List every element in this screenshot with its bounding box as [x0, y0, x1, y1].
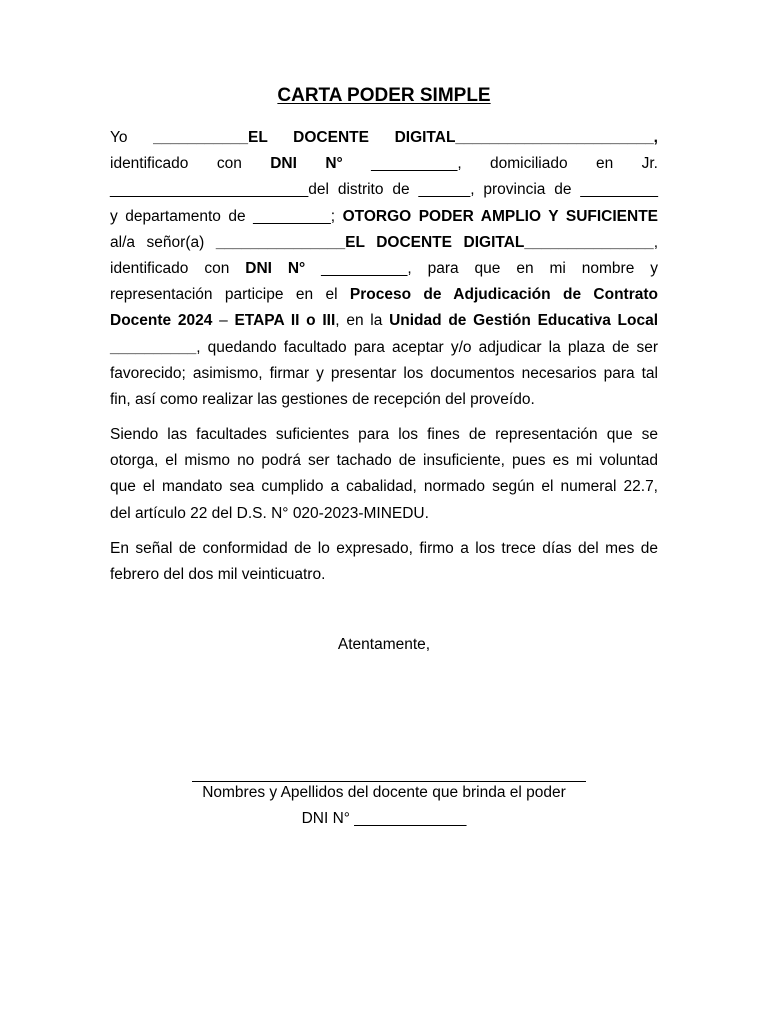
paragraph-line: del artículo 22 del D.S. N° 020-2023-MINEDU. — [110, 504, 429, 522]
paragraph-line: Siendo las facultades suficientes para los fines de representación que se — [110, 426, 658, 443]
paragraph-line — [110, 308, 658, 334]
text-fragment: , — [653, 233, 658, 251]
text-fragment: representación participe en el — [110, 286, 350, 304]
text-fragment: identificado con — [110, 155, 271, 173]
paragraph-line — [110, 282, 658, 308]
text-fragment: __________, para que en mi nombre y — [305, 259, 658, 277]
dni-label: DNI N° — [270, 155, 343, 173]
power-grant-statement: OTORGO PODER AMPLIO Y SUFICIENTE — [342, 207, 658, 225]
text-fragment: y departamento de _________; — [110, 207, 343, 225]
paragraph-line: _______________________del distrito de ______, provincia de _________ — [110, 181, 658, 199]
signature-dni: DNI N° _____________ — [301, 810, 467, 827]
text-fragment: identificado con — [110, 259, 246, 277]
ugel-label: Unidad de Gestión Educativa Local — [389, 312, 659, 330]
stage-label: ETAPA II o III — [234, 312, 336, 330]
process-name: Docente 2024 — [110, 312, 213, 330]
paragraph-line — [110, 335, 658, 361]
process-name: Proceso de Adjudicación de Contrato — [349, 286, 658, 304]
text-fragment: , en la — [335, 312, 390, 330]
paragraph-line — [110, 151, 658, 177]
representative-name: _______________EL DOCENTE DIGITAL_______________ — [215, 233, 654, 251]
dni-label: DNI N° — [245, 259, 306, 277]
text-fragment: al/a señor(a) — [110, 233, 216, 251]
paragraph-line: favorecido; asimismo, firmar y presentar los documentos necesarios para tal — [110, 364, 658, 382]
paragraph-line: fin, así como realizar las gestiones de recepción del proveído. — [110, 390, 535, 408]
grantor-name: ___________EL DOCENTE DIGITAL_______________________, — [153, 129, 658, 146]
ugel-blank: __________ — [110, 338, 197, 356]
paragraph-line: febrero del dos mil veinticuatro. — [110, 566, 326, 584]
paragraph-line — [110, 125, 658, 151]
paragraph-line — [110, 204, 658, 230]
paragraph-line: En señal de conformidad de lo expresado, firmo a los trece días del mes de — [110, 540, 658, 557]
document-title: CARTA PODER SIMPLE — [277, 85, 491, 106]
paragraph-line: otorga, el mismo no podrá ser tachado de insuficiente, pues es mi voluntad — [110, 452, 658, 470]
paragraph-faculties — [110, 422, 658, 527]
text-fragment: Yo — [110, 129, 154, 146]
text-fragment: , quedando facultado para aceptar y/o adjudicar la plaza de ser — [196, 338, 658, 356]
text-fragment: – — [212, 312, 235, 330]
signature-caption: Nombres y Apellidos del docente que brinda el poder — [202, 784, 566, 801]
closing-salutation: Atentamente, — [337, 636, 431, 653]
paragraph-line — [110, 230, 658, 256]
text-fragment: __________, domiciliado en Jr. — [342, 155, 658, 173]
paragraph-power-grant — [110, 125, 658, 413]
paragraph-line — [110, 256, 658, 282]
paragraph-line: que el mandato sea cumplido a cabalidad, normado según el numeral 22.7, — [110, 478, 658, 496]
paragraph-conformity — [110, 536, 658, 588]
